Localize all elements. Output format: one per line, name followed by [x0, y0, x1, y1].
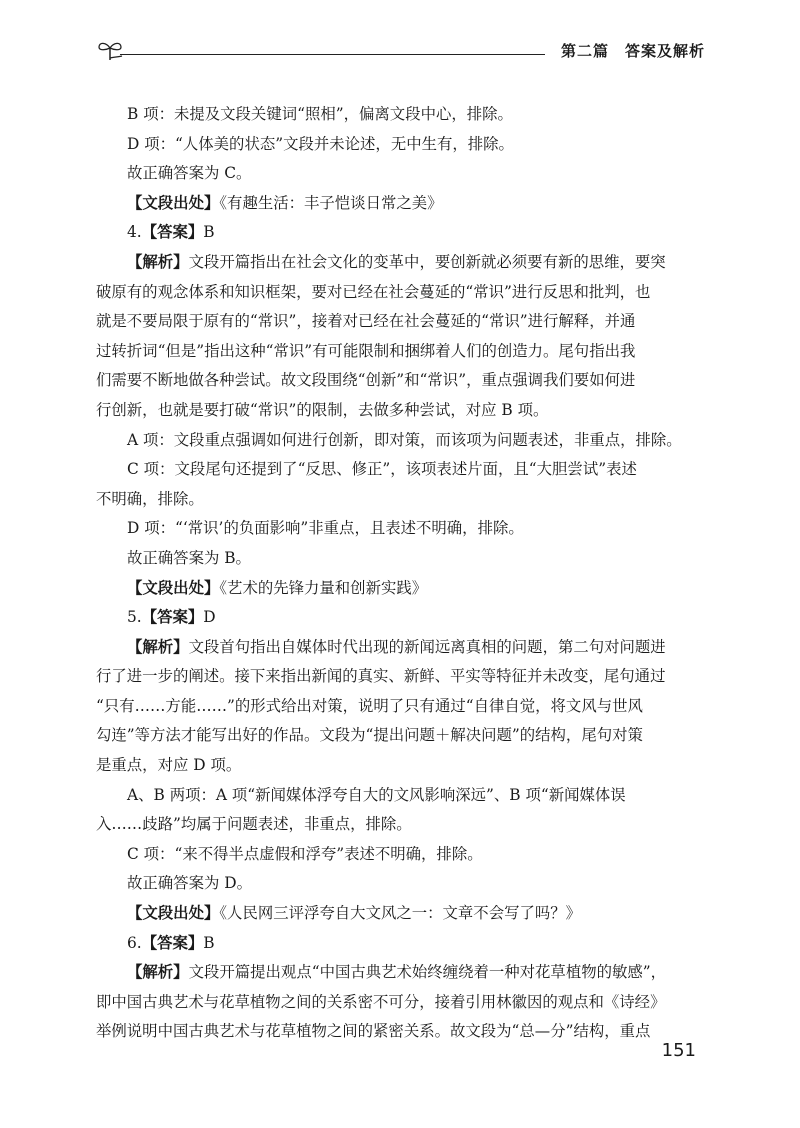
answer-value: B [203, 223, 215, 242]
answer-conclusion: 故正确答案为 C。 [127, 164, 252, 183]
question-answer-line [96, 218, 700, 248]
analysis-line: 举例说明中国古典艺术与花草植物之间的紧密关系。故文段为“总—分”结构，重点 [96, 1022, 651, 1041]
answer-value: D [203, 608, 216, 627]
analysis-line: 勾连”等方法才能写出好的作品。文段为“提出问题＋解决问题”的结构，尾句对策 [96, 726, 643, 745]
source-label: 【文段出处】 [127, 904, 220, 923]
question-number: 6. [127, 933, 142, 952]
analysis-line: 过转折词“但是”指出这种“常识”有可能限制和捆绑着人们的创造力。尾句指出我 [96, 341, 636, 360]
source-line [96, 574, 700, 604]
analysis-line: 行了进一步的阐述。接下来指出新闻的真实、新鲜、平实等特征并未改变，尾句通过 [96, 667, 666, 686]
answer-conclusion: 故正确答案为 B。 [127, 548, 251, 567]
answer-label: 【答案】 [141, 223, 204, 242]
page-header [96, 36, 705, 66]
analysis-line: 即中国古典艺术与花草植物之间的关系密不可分，接着引用林徽因的观点和《诗经》 [96, 992, 666, 1011]
analysis-label: 【解析】 [127, 252, 189, 271]
option-ab-note-continued: 入……歧路”均属于问题表述，非重点，排除。 [96, 815, 412, 834]
source-line [96, 189, 700, 219]
analysis-text: 文段首句指出自媒体时代出现的新闻远离真相的问题，第二句对问题进 [188, 637, 666, 656]
source-line [96, 899, 700, 929]
analysis-line: 就是不要局限于原有的“常识”，接着对已经在社会蔓延的“常识”进行解释，并通 [96, 312, 636, 331]
question-answer-line [96, 929, 700, 959]
sprout-icon [96, 38, 124, 62]
analysis-line: 是重点，对应 D 项。 [96, 756, 242, 775]
option-a-note: A 项：文段重点强调如何进行创新，即对策，而该项为问题表述，非重点，排除。 [127, 430, 682, 449]
answer-conclusion: 故正确答案为 D。 [127, 874, 252, 893]
source-label: 【文段出处】 [127, 578, 220, 597]
header-rule [120, 54, 545, 55]
section-title: 第二篇 答案及解析 [560, 42, 705, 60]
source-label: 【文段出处】 [127, 193, 220, 212]
option-ab-note: A、B 两项：A 项“新闻媒体浮夸自大的文风影响深远”、B 项“新闻媒体误 [127, 785, 626, 804]
analysis-paragraph [96, 248, 700, 278]
analysis-label: 【解析】 [127, 963, 189, 982]
analysis-line: 破原有的观念体系和知识框架，要对已经在社会蔓延的“常识”进行反思和批判，也 [96, 282, 651, 301]
option-d-note: D 项：“‘常识’的负面影响”非重点，且表述不明确，排除。 [127, 519, 524, 538]
option-b-note: B 项：未提及文段关键词“照相”，偏离文段中心，排除。 [127, 105, 513, 123]
analysis-label: 【解析】 [127, 637, 189, 656]
option-c-note: C 项：文段尾句还提到了“反思、修正”，该项表述片面，且“大胆尝试”表述 [127, 460, 637, 479]
source-text: 《有趣生活：丰子恺谈日常之美》 [219, 193, 443, 212]
option-c-note-continued: 不明确，排除。 [96, 489, 204, 508]
analysis-line: “只有……方能……”的形式给出对策，说明了只有通过“自律自觉，将文风与世风 [96, 696, 643, 715]
analysis-line: 行创新，也就是要打破“常识”的限制，去做多种尝试，对应 B 项。 [96, 400, 549, 419]
source-text: 《艺术的先锋力量和创新实践》 [219, 578, 428, 597]
analysis-text: 文段开篇指出在社会文化的变革中，要创新就必须要有新的思维，要突 [188, 252, 666, 271]
analysis-line: 们需要不断地做各种尝试。故文段围绕“创新”和“常识”，重点强调我们要如何进 [96, 371, 636, 390]
option-d-note: D 项：“人体美的状态”文段并未论述，无中生有，排除。 [127, 134, 514, 153]
page-body [96, 100, 700, 1047]
question-number: 5. [127, 608, 142, 627]
question-answer-line [96, 603, 700, 633]
answer-label: 【答案】 [141, 933, 204, 952]
answer-value: B [203, 933, 215, 952]
analysis-text: 文段开篇提出观点“中国古典艺术始终缠绕着一种对花草植物的敏感”， [188, 963, 667, 982]
answer-label: 【答案】 [141, 608, 204, 627]
question-number: 4. [127, 223, 142, 242]
source-text: 《人民网三评浮夸自大文风之一：文章不会写了吗？》 [219, 904, 582, 923]
analysis-paragraph [96, 633, 700, 663]
page-number: 151 [661, 1040, 696, 1061]
analysis-paragraph [96, 958, 700, 988]
option-c-note: C 项：“来不得半点虚假和浮夸”表述不明确，排除。 [127, 844, 483, 863]
